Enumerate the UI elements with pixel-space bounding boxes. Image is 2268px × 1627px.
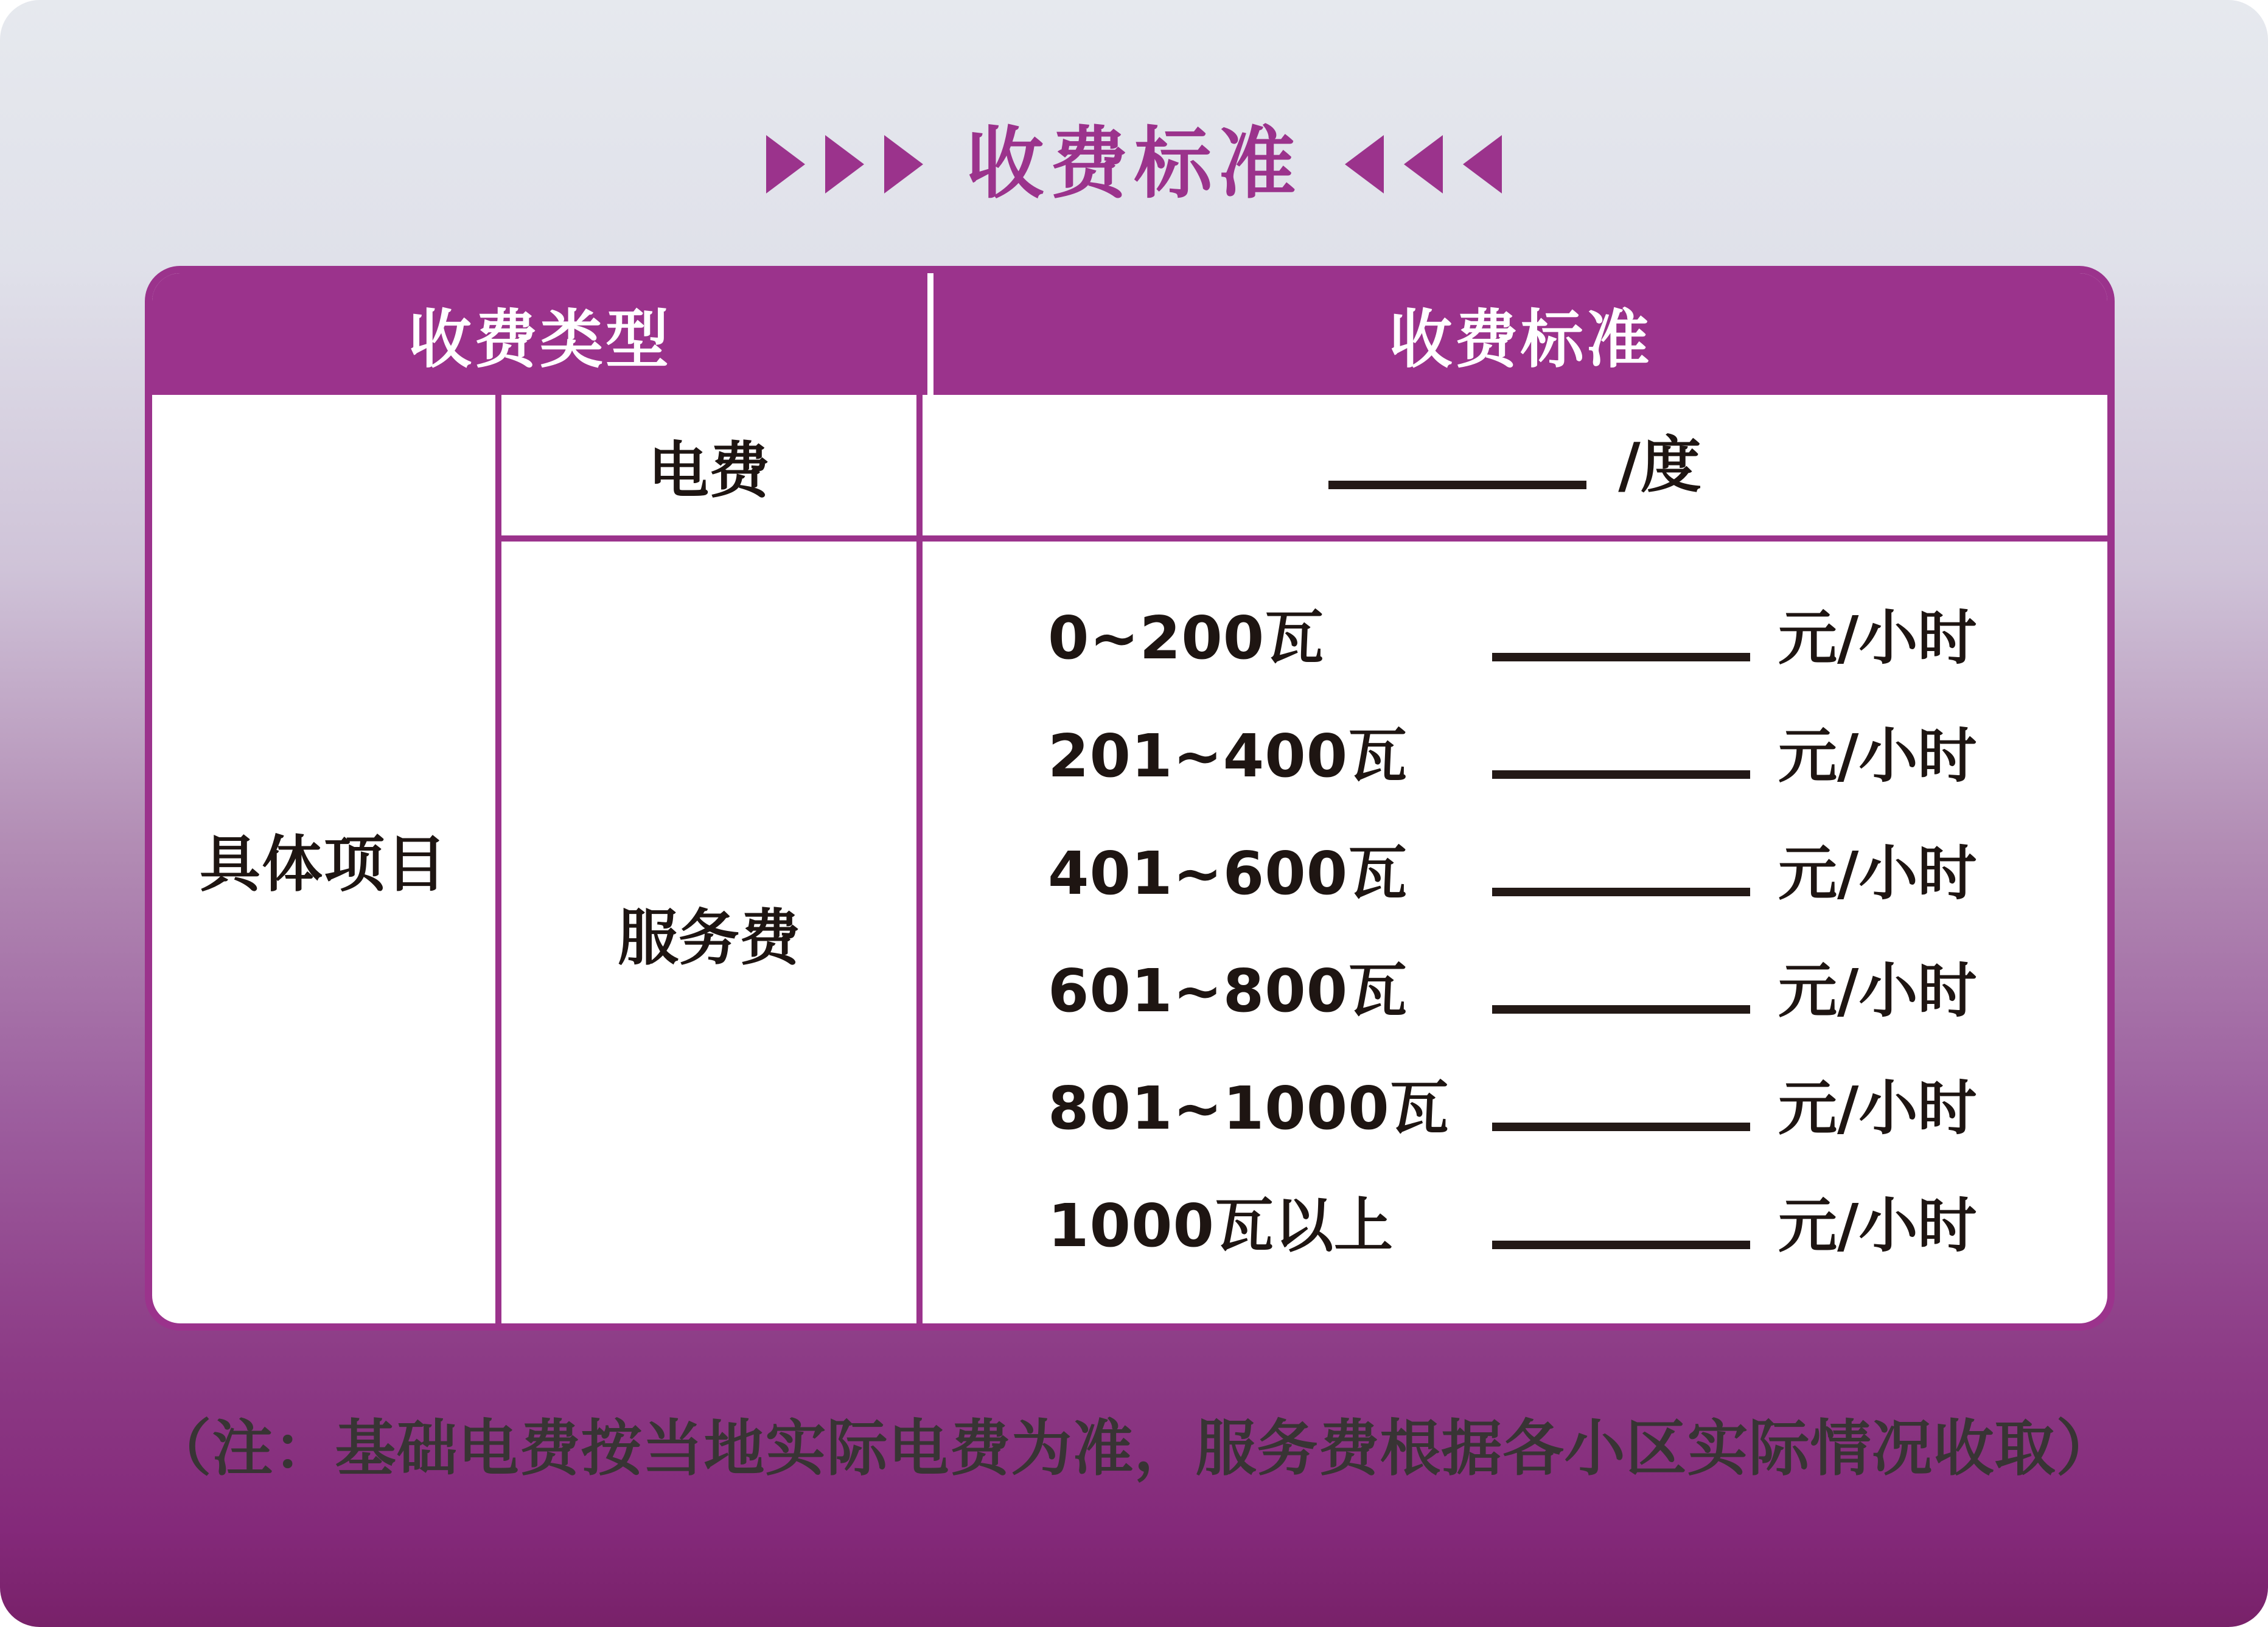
header-fee-standard: 收费标准 [1389,302,1652,377]
cell-electricity-label: 电费 [501,395,923,542]
left-triangle-icon [1404,135,1443,193]
tier-range: 0~200瓦 [1048,604,1325,673]
tier-range: 401~600瓦 [1048,838,1408,908]
fill-in-blank-line [1328,481,1586,489]
fill-in-blank-line [1492,888,1750,896]
cell-service-label: 服务费 [501,542,923,1323]
right-triangle-icon [825,135,864,193]
title-left-arrows [766,135,923,193]
footer-note: （注：基础电费按当地实际电费为准，服务费根据各小区实际情况收取） [150,1413,2118,1484]
cell-electricity-value [923,395,2107,542]
service-tier-row [923,956,2107,1025]
service-tier-row [923,1191,2107,1260]
tier-unit: 元/小时 [1778,1191,1977,1260]
fill-in-blank-line [1492,1005,1750,1014]
tier-unit: 元/小时 [1778,721,1977,790]
tier-unit: 元/小时 [1778,838,1977,908]
tier-range: 201~400瓦 [1048,721,1408,790]
cell-service-values [923,542,2107,1323]
service-tier-row [923,606,2107,671]
electricity-value-group [1328,429,1701,501]
tier-unit: 元/小时 [1778,1073,1977,1143]
title-right-arrows [1345,135,1502,193]
header-divider [927,273,933,395]
table-body [152,395,2107,1323]
fee-table [145,266,2115,1331]
service-tier-row [923,838,2107,908]
page-title: 收费标准 [966,119,1302,209]
service-tier-row [923,1073,2107,1143]
tier-range: 601~800瓦 [1048,956,1408,1025]
service-tier-row [923,721,2107,790]
fill-in-blank-line [1492,1241,1750,1249]
right-triangle-icon [884,135,923,193]
header-fee-type: 收费类型 [408,302,671,377]
fill-in-blank-line [1492,653,1750,661]
tier-range: 801~1000瓦 [1048,1073,1450,1143]
tier-unit: 元/小时 [1778,956,1977,1025]
cell-specific-items: 具体项目 [152,395,501,1323]
table-header-row [152,273,2107,395]
right-triangle-icon [766,135,805,193]
tier-range: 1000瓦以上 [1048,1191,1394,1260]
left-triangle-icon [1463,135,1502,193]
electricity-unit: /度 [1618,429,1701,501]
fill-in-blank-line [1492,1123,1750,1131]
fill-in-blank-line [1492,770,1750,779]
left-triangle-icon [1345,135,1384,193]
page-title-row [0,119,2268,210]
tier-unit: 元/小时 [1778,604,1977,673]
